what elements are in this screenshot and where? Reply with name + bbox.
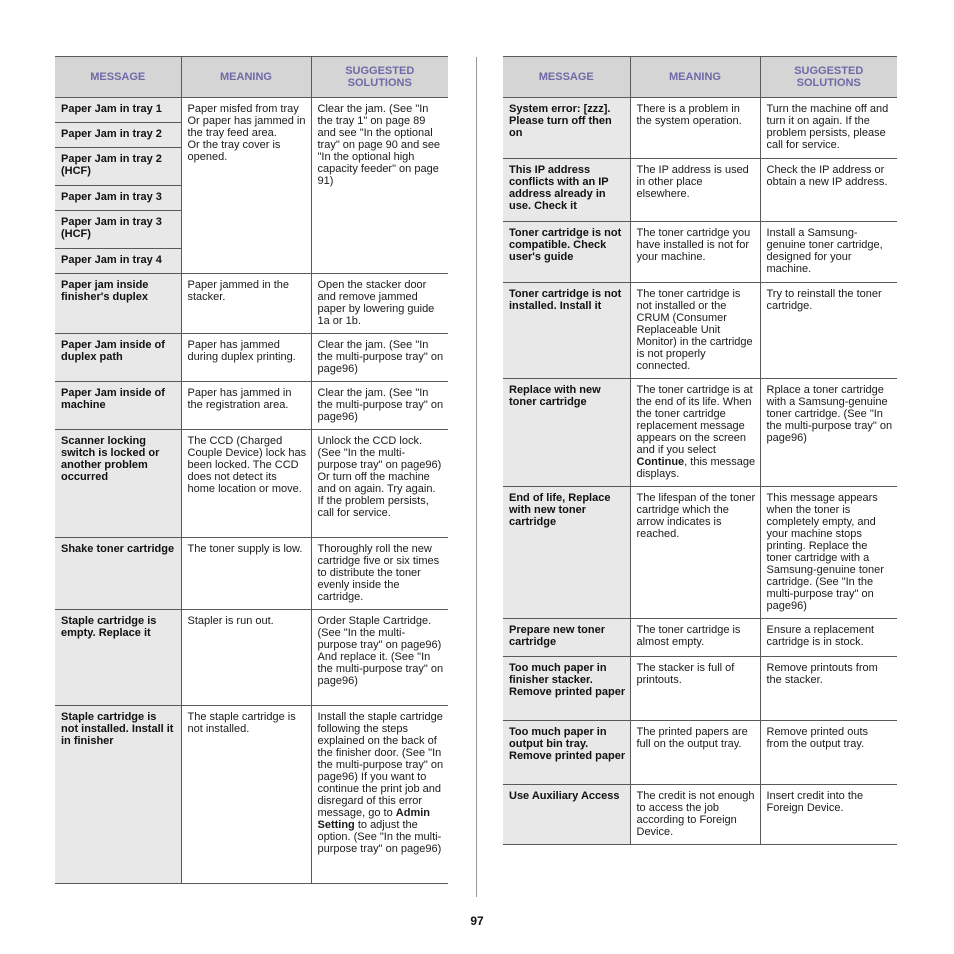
table-row bbox=[55, 430, 448, 538]
left-message-table bbox=[55, 56, 448, 884]
message-cell: Staple cartridge is empty. Replace it bbox=[55, 610, 181, 706]
meaning-cell: The toner supply is low. bbox=[181, 538, 311, 610]
continue-term: Continue bbox=[636, 456, 685, 468]
message-cell: Paper Jam in tray 2 (HCF) bbox=[55, 148, 181, 186]
message-cell: End of life, Replace with new toner cartridge bbox=[503, 487, 630, 619]
solution-cell: Open the stacker door and remove jammed paper by lowering guide 1a or 1b. bbox=[311, 274, 448, 334]
header-meaning: MEANING bbox=[181, 57, 311, 98]
table-header-row bbox=[503, 57, 897, 98]
meaning-cell: The staple cartridge is not installed. bbox=[181, 706, 311, 884]
solution-cell: Try to reinstall the toner cartridge. bbox=[760, 283, 897, 379]
solution-cell: Remove printed outs from the output tray. bbox=[760, 721, 897, 785]
message-cell: Shake toner cartridge bbox=[55, 538, 181, 610]
message-cell: Too much paper in output bin tray. Remove printed paper bbox=[503, 721, 630, 785]
meaning-cell: Paper has jammed in the registration area. bbox=[181, 382, 311, 430]
table-row bbox=[55, 274, 448, 334]
solution-cell: Rplace a toner cartridge with a Samsung-genuine toner cartridge. (See "In the multi-purpose tray" on page96) bbox=[760, 379, 897, 487]
table-row bbox=[503, 785, 897, 845]
table-row bbox=[503, 657, 897, 721]
message-cell: Prepare new toner cartridge bbox=[503, 619, 630, 657]
solution-cell: Remove printouts from the stacker. bbox=[760, 657, 897, 721]
table-row bbox=[55, 706, 448, 884]
column-divider bbox=[476, 57, 477, 897]
solution-cell: Check the IP address or obtain a new IP address. bbox=[760, 159, 897, 222]
message-cell: Staple cartridge is not installed. Install it in finisher bbox=[55, 706, 181, 884]
message-cell: Scanner locking switch is locked or another problem occurred bbox=[55, 430, 181, 538]
message-cell: Paper Jam inside of duplex path bbox=[55, 334, 181, 382]
table-row bbox=[55, 98, 448, 123]
table-row bbox=[503, 283, 897, 379]
meaning-cell: The stacker is full of printouts. bbox=[630, 657, 760, 721]
message-cell: Use Auxiliary Access bbox=[503, 785, 630, 845]
message-cell: Paper Jam inside of machine bbox=[55, 382, 181, 430]
solution-cell: Clear the jam. (See "In the multi-purpose tray" on page96) bbox=[311, 334, 448, 382]
meaning-cell: The toner cartridge you have installed is not for your machine. bbox=[630, 222, 760, 283]
meaning-cell: The printed papers are full on the output tray. bbox=[630, 721, 760, 785]
solution-text: Install the staple cartridge following the steps explained on the back of the finisher door. (See "In the multi-purpose tray" on page96) If you want to continue the print job and disregard of this error message, go to bbox=[317, 711, 444, 819]
message-cell: Replace with new toner cartridge bbox=[503, 379, 630, 487]
table-row bbox=[503, 619, 897, 657]
solution-cell: This message appears when the toner is completely empty, and your machine stops printing. Replace the toner cartridge with a Samsung-genuine toner cartridge. (See "In the multi-purpose tray" on page96) bbox=[760, 487, 897, 619]
table-row bbox=[55, 610, 448, 706]
meaning-cell: Paper jammed in the stacker. bbox=[181, 274, 311, 334]
message-cell: Paper Jam in tray 3 (HCF) bbox=[55, 211, 181, 249]
table-row bbox=[55, 334, 448, 382]
table-row bbox=[503, 222, 897, 283]
table-row bbox=[503, 721, 897, 785]
header-message: MESSAGE bbox=[55, 57, 181, 98]
meaning-text: The toner cartridge is at the end of its life. When the toner cartridge replacement message appears on the screen and if you select bbox=[636, 384, 753, 456]
header-suggested-solutions: SUGGESTED SOLUTIONS bbox=[760, 57, 897, 98]
message-cell: Paper Jam in tray 3 bbox=[55, 186, 181, 211]
message-cell: Toner cartridge is not compatible. Check user's guide bbox=[503, 222, 630, 283]
meaning-cell: The toner cartridge is almost empty. bbox=[630, 619, 760, 657]
meaning-text: , this message displays. bbox=[636, 456, 756, 480]
header-meaning: MEANING bbox=[630, 57, 760, 98]
message-cell: Too much paper in finisher stacker. Remove printed paper bbox=[503, 657, 630, 721]
solution-cell: Ensure a replacement cartridge is in stock. bbox=[760, 619, 897, 657]
page-number: 97 bbox=[470, 914, 484, 928]
meaning-cell: The IP address is used in other place elsewhere. bbox=[630, 159, 760, 222]
message-cell: System error: [zzz]. Please turn off then on bbox=[503, 98, 630, 159]
table-row bbox=[503, 487, 897, 619]
meaning-cell: The toner cartridge is not installed or the CRUM (Consumer Replaceable Unit Monitor) in the cartridge is not properly connected. bbox=[630, 283, 760, 379]
meaning-cell: The CCD (Charged Couple Device) lock has been locked. The CCD does not detect its home location or move. bbox=[181, 430, 311, 538]
solution-cell: Clear the jam. (See "In the tray 1" on page 89 and see "In the optional tray" on page 90 and see "In the optional high capacity feeder" on page 91) bbox=[311, 98, 448, 274]
meaning-cell bbox=[630, 379, 760, 487]
meaning-cell: Stapler is run out. bbox=[181, 610, 311, 706]
solution-cell: Install a Samsung-genuine toner cartridge, designed for your machine. bbox=[760, 222, 897, 283]
solution-cell: Unlock the CCD lock. (See "In the multi-purpose tray" on page96) Or turn off the machine and on again. Try again. If the problem persists, call for service. bbox=[311, 430, 448, 538]
meaning-cell: There is a problem in the system operation. bbox=[630, 98, 760, 159]
message-cell: Paper jam inside finisher's duplex bbox=[55, 274, 181, 334]
meaning-cell: Paper has jammed during duplex printing. bbox=[181, 334, 311, 382]
solution-text: to adjust the option. (See "In the multi-purpose tray" on page96) bbox=[317, 819, 442, 855]
table-row bbox=[503, 98, 897, 159]
table-row bbox=[55, 538, 448, 610]
admin-setting-term: Admin Setting bbox=[317, 807, 431, 831]
header-message: MESSAGE bbox=[503, 57, 630, 98]
meaning-cell: Paper misfed from tray Or paper has jammed in the tray feed area. Or the tray cover is opened. bbox=[181, 98, 311, 274]
message-cell: Paper Jam in tray 2 bbox=[55, 123, 181, 148]
solution-cell: Clear the jam. (See "In the multi-purpose tray" on page96) bbox=[311, 382, 448, 430]
table-row bbox=[503, 159, 897, 222]
solution-cell: Turn the machine off and turn it on again. If the problem persists, please call for service. bbox=[760, 98, 897, 159]
message-cell: Paper Jam in tray 4 bbox=[55, 249, 181, 274]
message-cell: Paper Jam in tray 1 bbox=[55, 98, 181, 123]
solution-cell: Order Staple Cartridge. (See "In the multi-purpose tray" on page96) And replace it. (See "In the multi-purpose tray" on page96) bbox=[311, 610, 448, 706]
table-row bbox=[55, 382, 448, 430]
table-row bbox=[503, 379, 897, 487]
table-header-row bbox=[55, 57, 448, 98]
solution-cell: Insert credit into the Foreign Device. bbox=[760, 785, 897, 845]
meaning-cell: The lifespan of the toner cartridge which the arrow indicates is reached. bbox=[630, 487, 760, 619]
message-cell: This IP address conflicts with an IP address already in use. Check it bbox=[503, 159, 630, 222]
right-message-table bbox=[503, 56, 897, 845]
meaning-cell: The credit is not enough to access the job according to Foreign Device. bbox=[630, 785, 760, 845]
header-suggested-solutions: SUGGESTED SOLUTIONS bbox=[311, 57, 448, 98]
solution-cell bbox=[311, 706, 448, 884]
solution-cell: Thoroughly roll the new cartridge five or six times to distribute the toner evenly inside the cartridge. bbox=[311, 538, 448, 610]
message-cell: Toner cartridge is not installed. Install it bbox=[503, 283, 630, 379]
